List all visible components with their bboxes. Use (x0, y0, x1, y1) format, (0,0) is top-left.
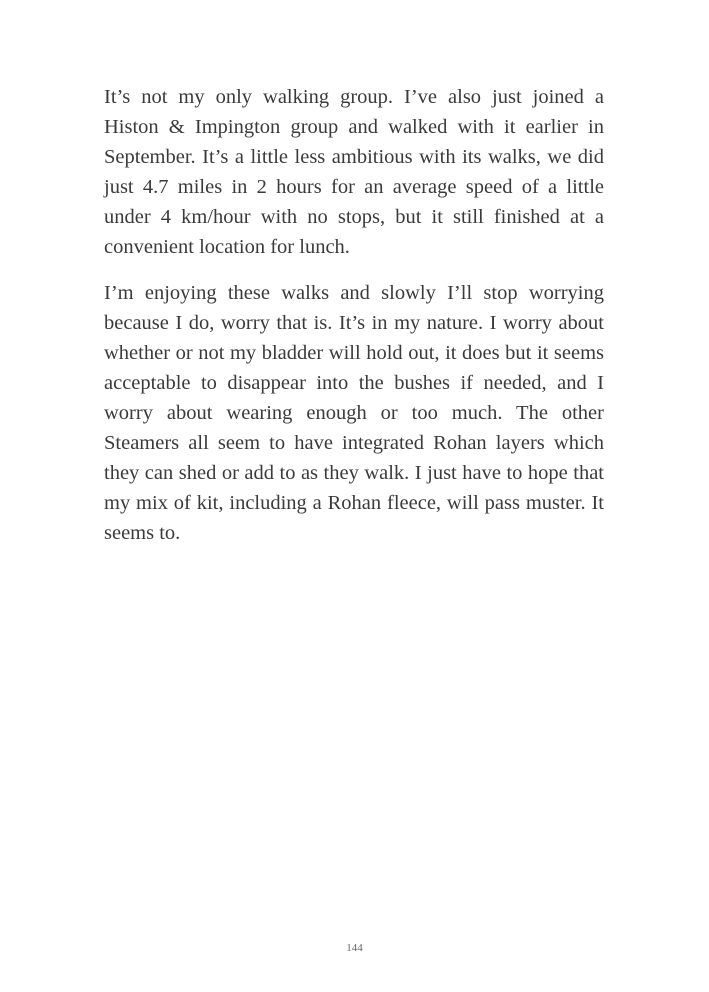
body-text (104, 82, 604, 564)
paragraph-2: I’m enjoying these walks and slowly I’ll stop worrying because I do, worry that is. It’s in my nature. I worry about whether or not my bladder will hold out, it does but it seems acceptable to disappear into the bushes if needed, and I worry about wearing enough or too much. The other Steamers all seem to have integrated Rohan layers which they can shed or add to as they walk. I just have to hope that my mix of kit, including a Rohan fleece, will pass muster. It seems to. (104, 282, 604, 544)
page-number: 144 (346, 942, 363, 954)
paragraph-1: It’s not my only walking group. I’ve also just joined a Histon & Impington group and walked with it earlier in September. It’s a little less ambitious with its walks, we did just 4.7 miles in 2 hours for an average speed of a little under 4 km/hour with no stops, but it still finished at a convenient location for lunch. (104, 86, 604, 258)
